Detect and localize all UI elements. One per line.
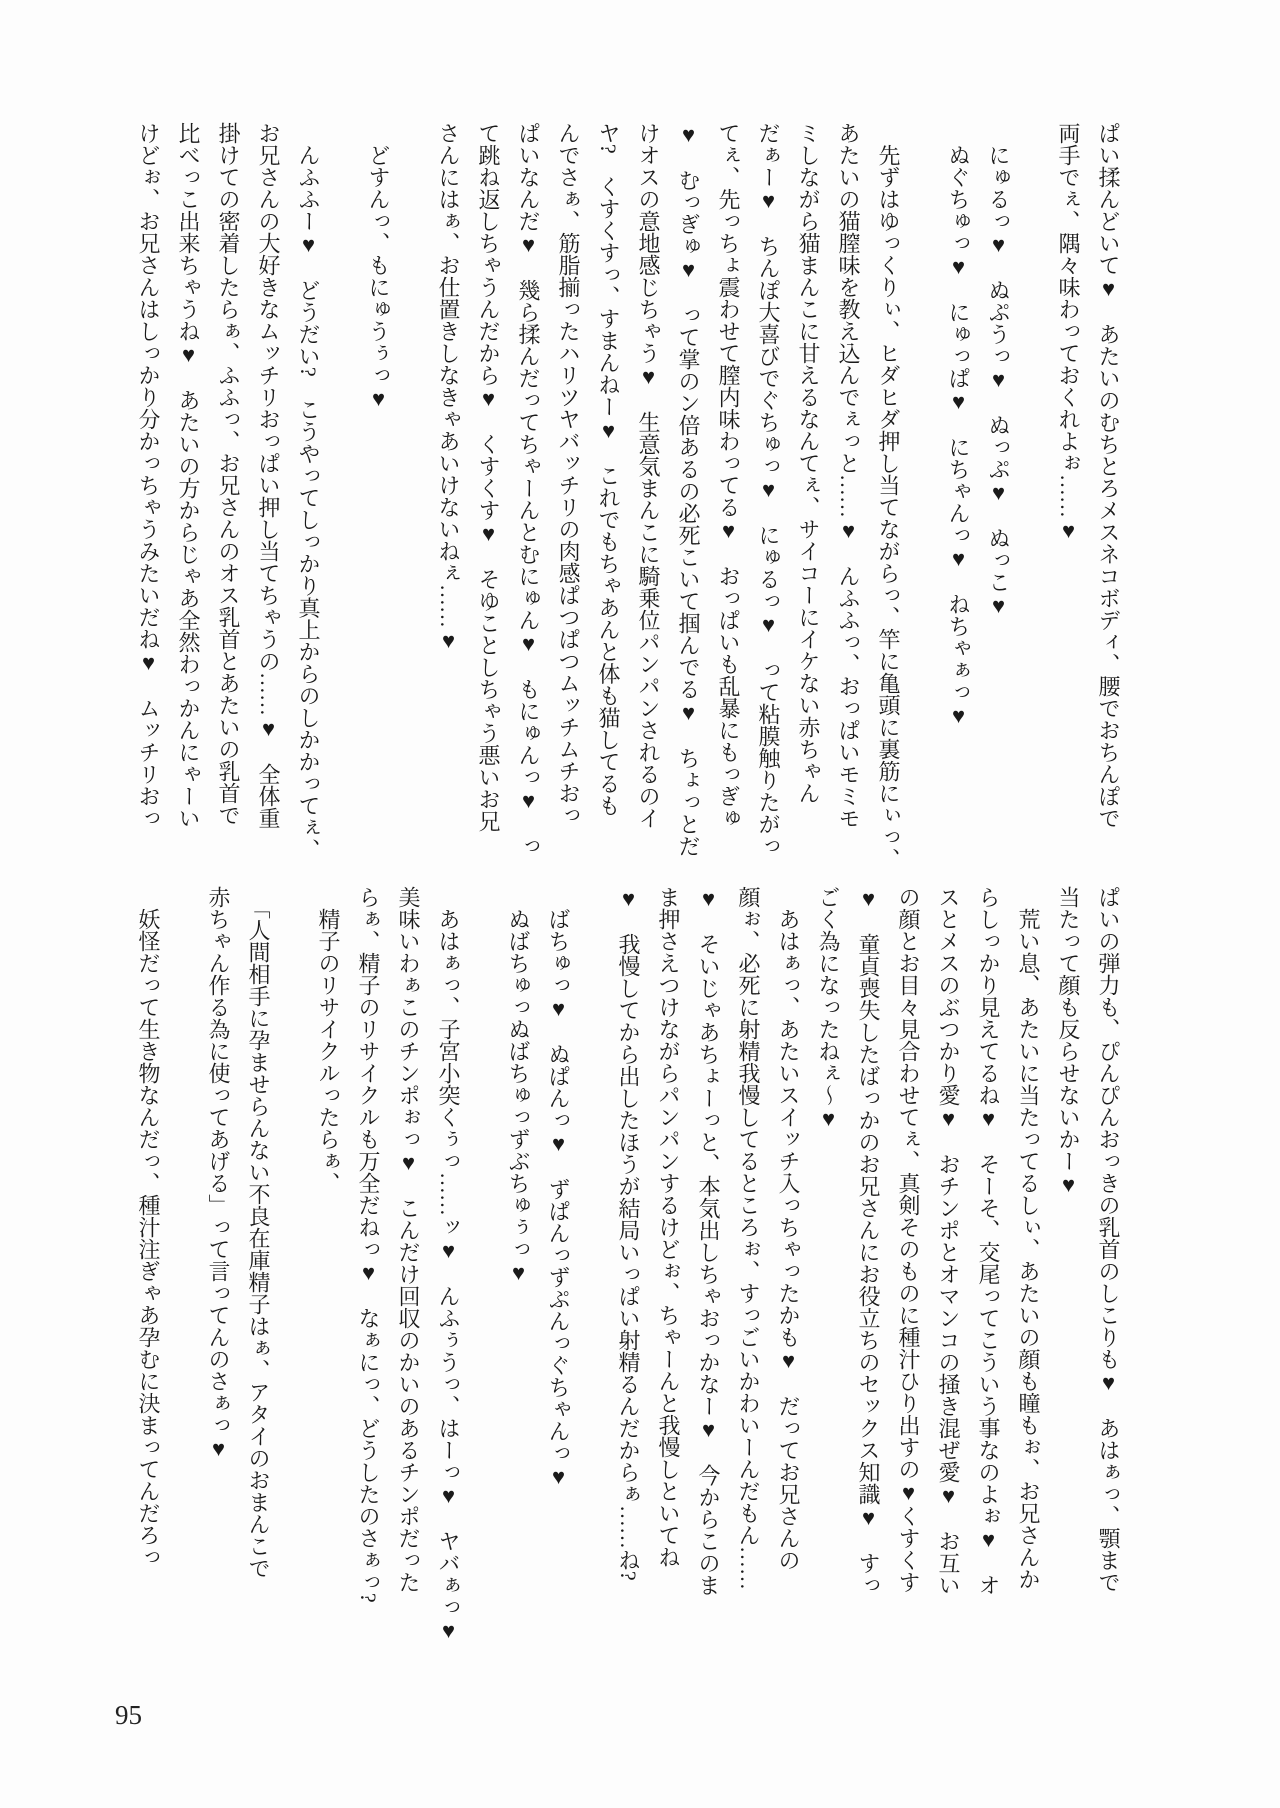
bottom-text-block: [128, 886, 1128, 1661]
text-column: ばちゅっ♥ ぬぱんっ♥ ずぱんっずぷんっぐちゃんっ♥: [546, 886, 571, 1489]
text-column: 掛けての密着したらぁ、ふふっ、お兄さんのオス乳首とあたいの乳首で: [216, 122, 241, 826]
paragraph-gap: [578, 886, 608, 1661]
text-column: ぱい揉んどいて♥ あたいのむちとろメスネコボディ、腰でおちんぽで: [1096, 122, 1121, 829]
text-column: 比べっこ出来ちゃうね♥ あたいの方からじゃあ全然わっかんにゃーい: [176, 122, 201, 829]
text-column: んでさぁ、筋脂揃ったハリツヤバッチリの肉感ぱつぱつムッチムチおっ: [556, 122, 581, 826]
text-column: らぁ、精子のリサイクルも万全だねっ♥ なぁにっ、どうしたのさぁっ?: [356, 886, 381, 1603]
text-column: ぬぐちゅっ♥ にゅっぱ♥ にちゃんっ♥ ねちゃぁっ♥: [946, 122, 971, 728]
paragraph-gap: [278, 886, 308, 1661]
text-column: ぱいの弾力も、ぴんぴんおっきの乳首のしこりも♥ あはぁっ、顎まで: [1096, 886, 1121, 1593]
text-column: 妖怪だって生き物なんだっ、種汁注ぎゃあ孕むに決まってんだろっ: [136, 886, 161, 1568]
text-column: ま押さえつけながらパンパンするけどぉ、ちゃーんと我慢しといてね: [656, 886, 681, 1568]
text-column: だぁー♥ ちんぽ大喜びでぐちゅっ♥ にゅるっ♥ って粘膜触りたがっ: [756, 122, 781, 857]
top-text-block: [128, 122, 1128, 882]
text-column: 精子のリサイクルったらぁ、: [316, 886, 341, 1194]
text-column: さんにはぁ、お仕置きしなきゃあいけないねぇ……♥: [436, 122, 461, 653]
text-column: て跳ね返しちゃうんだから♥ くすくす♥ そゆことしちゃう悪いお兄: [476, 122, 501, 832]
text-column: あたいの猫膣味を教え込んでぇっと……♥ んふふっ、おっぱいモミモ: [836, 122, 861, 829]
text-column: けどぉ、お兄さんはしっかり分かっちゃうみたいだね♥ ムッチリおっ: [136, 122, 161, 829]
paragraph-gap: [1018, 122, 1048, 882]
text-column: 赤ちゃん作る為に使ってあげる」って言ってんのさぁっ♥: [206, 886, 231, 1461]
paragraph-gap: [908, 122, 938, 882]
text-column: 当たって顔も反らせないかー♥: [1056, 886, 1081, 1197]
text-column: ♥ そいじゃあちょーっと、本気出しちゃおっかなー♥ 今からこのま: [696, 886, 721, 1596]
text-column: ぱいなんだ♥ 幾ら揉んだってちゃーんとむにゅん♥ もにゅんっ♥ っ: [516, 122, 541, 857]
text-column: ♥ 童貞喪失したばっかのお兄さんにお役立ちのセックス知識♥ すっ: [856, 886, 881, 1596]
text-column: の顔とお目々見合わせてぇ、真剣そのものに種汁ひり出すの♥くすくす: [896, 886, 921, 1593]
text-column: ぬばちゅっぬばちゅっずぶちゅぅっ♥: [506, 886, 531, 1285]
text-column: スとメスのぶつかり愛♥ おチンポとオマンコの掻き混ぜ愛♥ お互い: [936, 886, 961, 1596]
text-column: ミしながら猫まんこに甘えるなんてぇ、サイコーにイケない赤ちゃん: [796, 122, 821, 804]
text-column: 先ずはゆっくりぃ、ヒダヒダ押し当てながらっ、竿に亀頭に裏筋にぃっ、: [876, 122, 901, 870]
page-number: 95: [115, 1700, 142, 1730]
text-column: お兄さんの大好きなムッチリおっぱい押し当てちゃうの……♥ 全体重: [256, 122, 281, 829]
text-column: あはぁっ、あたいスイッチ入っちゃったかも♥ だってお兄さんの: [776, 886, 801, 1571]
paragraph-gap: [398, 122, 428, 882]
paragraph-gap: [328, 122, 358, 882]
text-column: どすんっ、もにゅうぅっ♥: [366, 122, 391, 411]
text-column: 荒い息、あたいに当たってるしぃ、あたいの顔も瞳もぉ、お兄さんか: [1016, 886, 1041, 1590]
text-column: ♥ むっぎゅ♥ って掌のン倍あるの必死こいて掴んでる♥ ちょっとだ: [676, 122, 701, 857]
text-column: らしっかり見えてるね♥ そーそ、交尾ってこういう事なのよぉ♥ オ: [976, 886, 1001, 1596]
text-column: にゅるっ♥ ぬぷうっ♥ ぬっぷ♥ ぬっこ♥: [986, 122, 1011, 618]
paragraph-gap: [468, 886, 498, 1661]
text-column: ♥ 我慢してから出したほうが結局いっぱい射精るんだからぁ……ね?: [616, 886, 641, 1581]
text-column: んふふー♥ どうだい? こうやってしっかり真上からのしかかってぇ、: [296, 122, 321, 861]
text-column: 「人間相手に孕ませらんない不良在庫精子はぁ、アタイのおまんこで: [246, 886, 271, 1579]
text-column: 美味いわぁこのチンポぉっ♥ こんだけ回収のかいのあるチンポだった: [396, 886, 421, 1593]
text-column: 両手でぇ、隅々味わっておくれよぉ……♥: [1056, 122, 1081, 543]
text-column: あはぁっ、子宮小突くぅっ……ッ♥ んふぅうっ、はーっ♥ ヤバぁっ♥: [436, 886, 461, 1643]
text-column: てぇ、先っちょ震わせて膣内味わってる♥ おっぱいも乱暴にもっぎゅ: [716, 122, 741, 829]
paragraph-gap: [168, 886, 198, 1661]
text-column: ごく為になったねぇ〜♥: [816, 886, 841, 1131]
text-column: 顔ぉ、必死に射精我慢してるところぉ、すっごいかわいーんだもん……: [736, 886, 761, 1590]
text-column: けオスの意地感じちゃう♥ 生意気まんこに騎乗位パンパンされるのイ: [636, 122, 661, 829]
text-column: ヤ? くすくすっ、すまんねー♥ これでもちゃあんと体も猫してるも: [596, 122, 621, 817]
